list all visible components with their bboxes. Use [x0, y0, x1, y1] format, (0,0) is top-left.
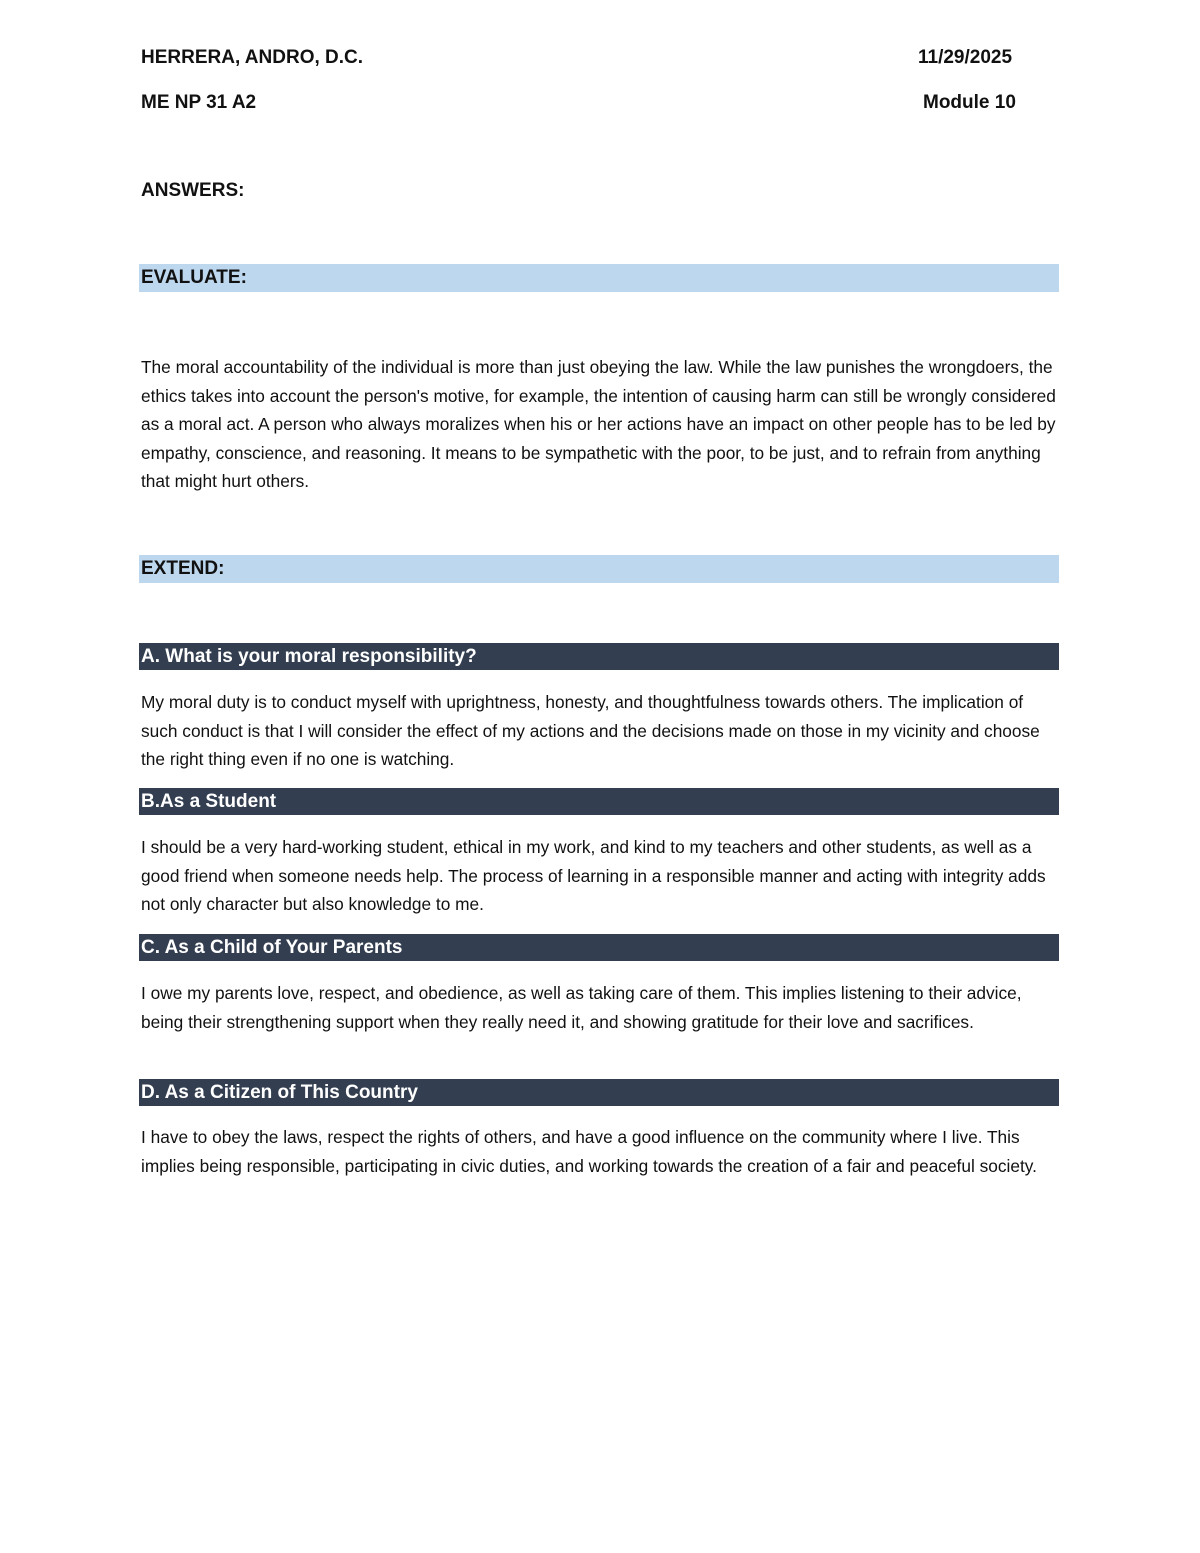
student-name: HERRERA, ANDRO, D.C. — [141, 47, 364, 68]
submission-date: 11/29/2025 — [918, 47, 1013, 68]
answers-label: ANSWERS: — [141, 180, 245, 201]
course-section: ME NP 31 A2 — [141, 92, 257, 113]
module-label: Module 10 — [923, 92, 1016, 113]
section-b-paragraph: I should be a very hard-working student, ethical in my work, and kind to my teachers and other students, as well as a good friend when someone needs help. The process of learning in a responsible manner and acting with integrity adds not only character but also knowledge to me. — [141, 837, 1046, 915]
evaluate-heading: EVALUATE: — [139, 264, 1059, 292]
section-d-heading: D. As a Citizen of This Country — [139, 1079, 1059, 1106]
section-a-paragraph: My moral duty is to conduct myself with uprightness, honesty, and thoughtfulness towards others. The implication of such conduct is that I will consider the effect of my actions and the decisions made on those in my vicinity and choose the right thing even if no one is watching. — [141, 692, 1040, 770]
evaluate-paragraph: The moral accountability of the individual is more than just obeying the law. While the law punishes the wrongdoers, the ethics takes into account the person's motive, for example, the intention of causing harm can still be wrongly considered as a moral act. A person who always moralizes when his or her actions have an impact on other people has to be led by empathy, conscience, and reasoning. It means to be sympathetic with the poor, to be just, and to refrain from anything that might hurt others. — [141, 357, 1056, 492]
section-b-heading: B.As a Student — [139, 788, 1059, 815]
section-a-heading: A. What is your moral responsibility? — [139, 643, 1059, 670]
extend-heading: EXTEND: — [139, 555, 1059, 583]
section-c-heading: C. As a Child of Your Parents — [139, 934, 1059, 961]
section-c-paragraph: I owe my parents love, respect, and obedience, as well as taking care of them. This implies listening to their advice, being their strengthening support when they really need it, and showing gratitude for their love and sacrifices. — [141, 983, 1022, 1032]
section-d-paragraph: I have to obey the laws, respect the rights of others, and have a good influence on the community where I live. This implies being responsible, participating in civic duties, and working towards the creation of a fair and peaceful society. — [141, 1127, 1037, 1176]
